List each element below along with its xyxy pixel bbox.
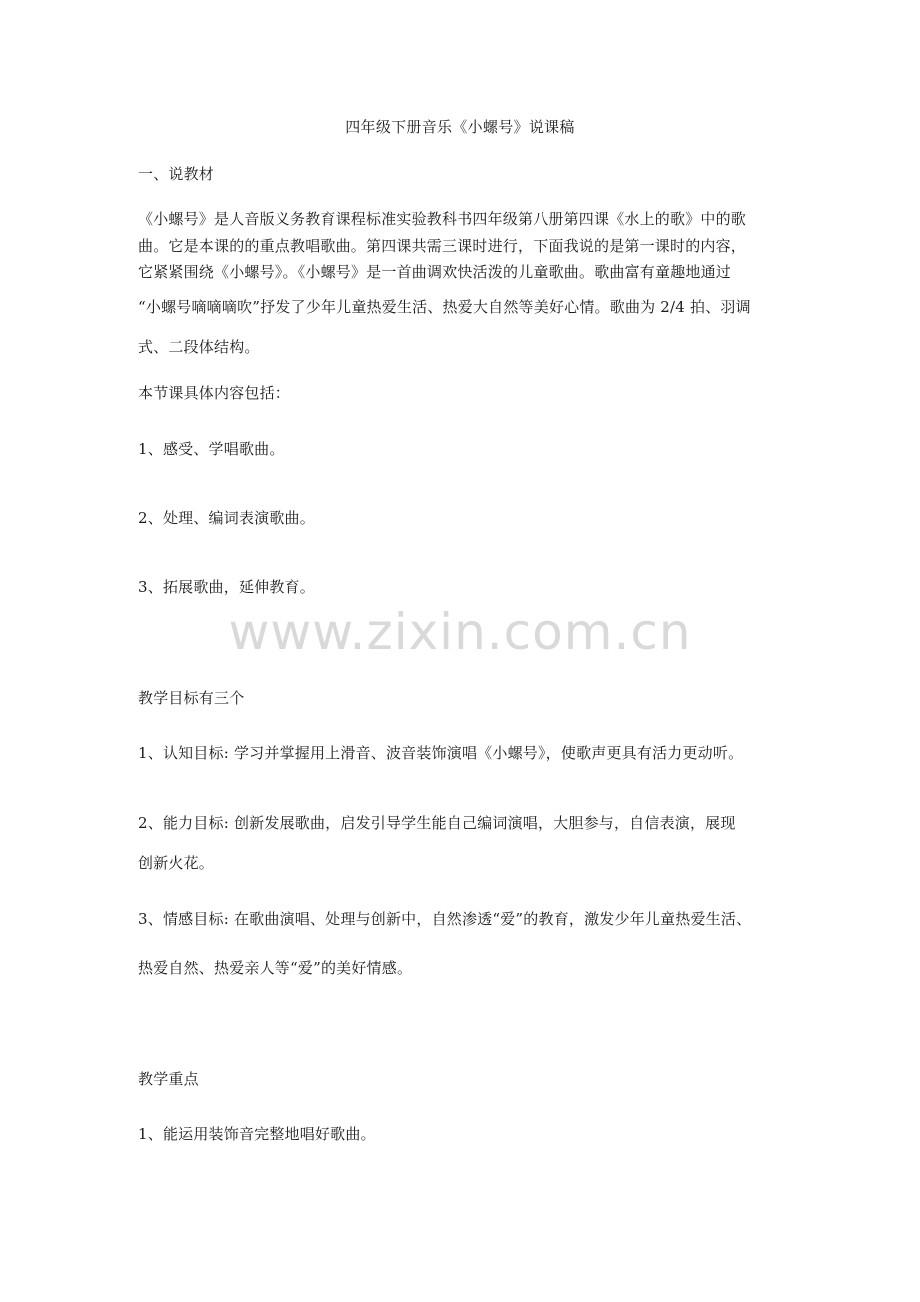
document-title: 四年级下册音乐《小螺号》说课稿 — [345, 118, 575, 136]
goal-item-continuation: 热爱自然、热爱亲人等“爱”的美好情感。 — [138, 959, 413, 977]
section-heading-focus: 教学重点 — [138, 1070, 199, 1088]
paragraph-line: “小螺号嘀嘀嘀吹”抒发了少年儿童热爱生活、热爱大自然等美好心情。歌曲为 2/4 拍、羽调 — [138, 298, 751, 316]
list-item: 1、感受、学唱歌曲。 — [138, 440, 285, 458]
paragraph-line: 《小螺号》是人音版义务教育课程标准实验教科书四年级第八册第四课《水上的歌》中的歌 — [138, 210, 747, 228]
goal-item-continuation: 创新火花。 — [138, 854, 215, 872]
paragraph-line: 它紧紧围绕《小螺号》。《小螺号》是一首曲调欢快活泼的儿童歌曲。歌曲富有童趣地通过 — [138, 263, 732, 281]
section-heading-textbook: 一、说教材 — [138, 165, 215, 183]
list-item: 3、拓展歌曲，延伸教育。 — [138, 578, 315, 596]
goal-item: 2、能力目标: 创新发展歌曲，启发引导学生能自己编词演唱，大胆参与，自信表演，展现 — [138, 814, 736, 832]
content-intro: 本节课具体内容包括： — [138, 384, 291, 402]
paragraph-line: 曲。它是本课的的重点教唱歌曲。第四课共需三课时进行，下面我说的是第一课时的内容， — [138, 237, 747, 255]
focus-item: 1、能运用装饰音完整地唱好歌曲。 — [138, 1125, 376, 1143]
goal-item: 3、情感目标: 在歌曲演唱、处理与创新中，自然渗透“爱”的教育，激发少年儿童热爱生活、 — [138, 910, 752, 928]
paragraph-line: 式、二段体结构。 — [138, 338, 260, 356]
goal-item: 1、认知目标: 学习并掌握用上滑音、波音装饰演唱《小螺号》，使歌声更具有活力更动听。 — [138, 744, 744, 762]
watermark: www.zixin.com.cn — [228, 603, 692, 661]
section-heading-goals: 教学目标有三个 — [138, 689, 245, 707]
list-item: 2、处理、编词表演歌曲。 — [138, 509, 315, 527]
